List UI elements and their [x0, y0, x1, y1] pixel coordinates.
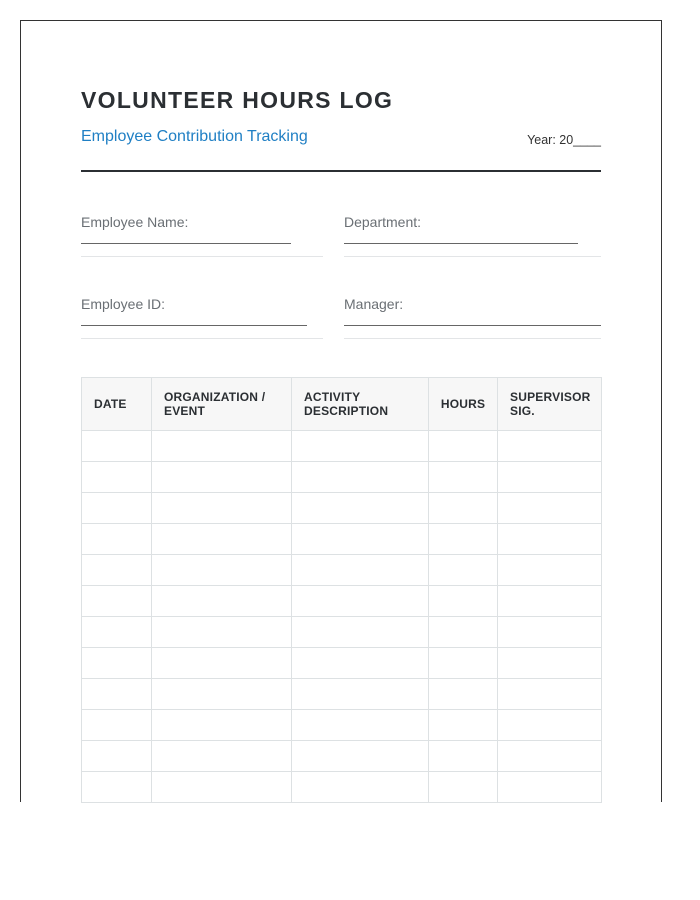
cell-activity[interactable]: [292, 493, 429, 524]
cell-date[interactable]: [82, 586, 152, 617]
cell-date[interactable]: [82, 617, 152, 648]
table-row: [82, 741, 602, 772]
table-body: [82, 431, 602, 803]
cell-organization[interactable]: [152, 431, 292, 462]
cell-organization[interactable]: [152, 679, 292, 710]
cell-organization[interactable]: [152, 524, 292, 555]
employee-id-underline[interactable]: [81, 325, 307, 326]
column-header-supervisor: SUPERVISOR SIG.: [498, 378, 602, 431]
cell-date[interactable]: [82, 679, 152, 710]
cell-hours[interactable]: [429, 679, 498, 710]
cell-supervisor[interactable]: [498, 462, 602, 493]
cell-activity[interactable]: [292, 586, 429, 617]
department-underline[interactable]: [344, 243, 578, 244]
cell-activity[interactable]: [292, 555, 429, 586]
field-separator: [344, 256, 601, 257]
cell-activity[interactable]: [292, 741, 429, 772]
cell-organization[interactable]: [152, 772, 292, 803]
cell-supervisor[interactable]: [498, 741, 602, 772]
department-field[interactable]: [344, 214, 586, 230]
cell-organization[interactable]: [152, 710, 292, 741]
manager-underline[interactable]: [344, 325, 601, 326]
year-field[interactable]: Year: 20____: [527, 133, 601, 147]
column-header-organization: ORGANIZATION / EVENT: [152, 378, 292, 431]
field-separator: [81, 338, 323, 339]
cell-supervisor[interactable]: [498, 524, 602, 555]
table-row: [82, 710, 602, 741]
cell-supervisor[interactable]: [498, 431, 602, 462]
cell-supervisor[interactable]: [498, 493, 602, 524]
cell-date[interactable]: [82, 524, 152, 555]
table-row: [82, 679, 602, 710]
table-row: [82, 617, 602, 648]
cell-hours[interactable]: [429, 710, 498, 741]
cell-organization[interactable]: [152, 586, 292, 617]
cell-organization[interactable]: [152, 648, 292, 679]
cell-activity[interactable]: [292, 710, 429, 741]
cell-activity[interactable]: [292, 462, 429, 493]
document-subtitle: Employee Contribution Tracking: [81, 128, 308, 145]
table-row: [82, 648, 602, 679]
cell-supervisor[interactable]: [498, 648, 602, 679]
cell-organization[interactable]: [152, 493, 292, 524]
cell-activity[interactable]: [292, 679, 429, 710]
employee-name-field[interactable]: [81, 214, 323, 230]
cell-supervisor[interactable]: [498, 586, 602, 617]
cell-hours[interactable]: [429, 617, 498, 648]
cell-date[interactable]: [82, 710, 152, 741]
cell-date[interactable]: [82, 555, 152, 586]
cell-date[interactable]: [82, 648, 152, 679]
cell-date[interactable]: [82, 462, 152, 493]
cell-hours[interactable]: [429, 462, 498, 493]
cell-date[interactable]: [82, 741, 152, 772]
cell-hours[interactable]: [429, 555, 498, 586]
table-row: [82, 586, 602, 617]
cell-organization[interactable]: [152, 617, 292, 648]
employee-id-label: Employee ID:: [81, 296, 166, 312]
column-header-activity: ACTIVITY DESCRIPTION: [292, 378, 429, 431]
cell-hours[interactable]: [429, 586, 498, 617]
employee-name-underline[interactable]: [81, 243, 291, 244]
employee-name-label: Employee Name:: [81, 214, 189, 230]
cell-organization[interactable]: [152, 555, 292, 586]
cell-hours[interactable]: [429, 741, 498, 772]
department-label: Department:: [344, 214, 422, 230]
cell-supervisor[interactable]: [498, 555, 602, 586]
cell-organization[interactable]: [152, 462, 292, 493]
cell-supervisor[interactable]: [498, 679, 602, 710]
cell-hours[interactable]: [429, 524, 498, 555]
cell-activity[interactable]: [292, 648, 429, 679]
cell-supervisor[interactable]: [498, 710, 602, 741]
cell-hours[interactable]: [429, 493, 498, 524]
cell-activity[interactable]: [292, 772, 429, 803]
table-row: [82, 555, 602, 586]
document-title: VOLUNTEER HOURS LOG: [81, 87, 394, 113]
cell-supervisor[interactable]: [498, 617, 602, 648]
field-separator: [344, 338, 601, 339]
table-row: [82, 462, 602, 493]
cell-date[interactable]: [82, 431, 152, 462]
cell-date[interactable]: [82, 493, 152, 524]
table-header-row: [82, 378, 602, 431]
column-header-hours: HOURS: [429, 378, 498, 431]
table-row: [82, 431, 602, 462]
field-separator: [81, 256, 323, 257]
cell-date[interactable]: [82, 772, 152, 803]
cell-activity[interactable]: [292, 617, 429, 648]
header-divider: [81, 170, 601, 172]
table-row: [82, 493, 602, 524]
column-header-date: DATE: [82, 378, 152, 431]
cell-hours[interactable]: [429, 431, 498, 462]
cell-supervisor[interactable]: [498, 772, 602, 803]
cell-activity[interactable]: [292, 524, 429, 555]
cell-hours[interactable]: [429, 772, 498, 803]
manager-field[interactable]: [344, 296, 586, 312]
cell-activity[interactable]: [292, 431, 429, 462]
manager-label: Manager:: [344, 296, 404, 312]
table-row: [82, 772, 602, 803]
cell-hours[interactable]: [429, 648, 498, 679]
table-row: [82, 524, 602, 555]
cell-organization[interactable]: [152, 741, 292, 772]
document-page: [20, 20, 662, 802]
employee-id-field[interactable]: [81, 296, 323, 312]
hours-log-table: [81, 377, 602, 803]
